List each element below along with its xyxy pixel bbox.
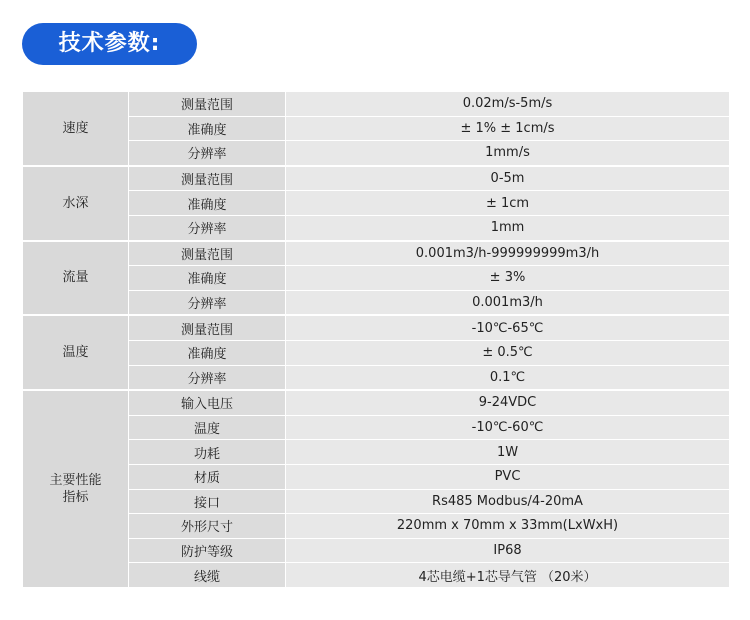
param-cell: 防护等级 <box>129 538 286 563</box>
value-cell: ± 1% ± 1cm/s <box>286 116 730 141</box>
table-row <box>23 141 730 166</box>
table-row <box>23 514 730 539</box>
param-cell: 功耗 <box>129 440 286 465</box>
param-cell: 测量范围 <box>129 241 286 266</box>
table-row <box>23 489 730 514</box>
table-row <box>23 266 730 291</box>
param-cell: 分辨率 <box>129 365 286 390</box>
table-row <box>23 464 730 489</box>
category-cell: 主要性能 指标 <box>23 390 129 587</box>
table-row <box>23 538 730 563</box>
value-cell: 220mm x 70mm x 33mm(LxWxH) <box>286 514 730 539</box>
param-cell: 准确度 <box>129 116 286 141</box>
category-cell: 速度 <box>23 92 129 166</box>
value-cell: 0.02m/s-5m/s <box>286 92 730 117</box>
value-cell: 0.001m3/h-999999999m3/h <box>286 241 730 266</box>
table-row <box>23 241 730 266</box>
param-cell: 外形尺寸 <box>129 514 286 539</box>
param-cell: 准确度 <box>129 266 286 291</box>
table-row <box>23 340 730 365</box>
value-cell: -10℃-65℃ <box>286 315 730 340</box>
value-cell: ± 1cm <box>286 191 730 216</box>
value-cell: 0-5m <box>286 166 730 191</box>
param-cell: 分辨率 <box>129 290 286 315</box>
value-cell: 0.1℃ <box>286 365 730 390</box>
spec-table-body <box>23 92 730 588</box>
value-cell: 9-24VDC <box>286 390 730 415</box>
table-row <box>23 290 730 315</box>
table-row <box>23 563 730 588</box>
table-row <box>23 92 730 117</box>
param-cell: 分辨率 <box>129 141 286 166</box>
value-cell: 0.001m3/h <box>286 290 730 315</box>
table-row <box>23 166 730 191</box>
table-row <box>23 116 730 141</box>
table-row <box>23 215 730 240</box>
param-cell: 分辨率 <box>129 215 286 240</box>
param-cell: 测量范围 <box>129 92 286 117</box>
value-cell: -10℃-60℃ <box>286 415 730 440</box>
table-row <box>23 440 730 465</box>
value-cell: IP68 <box>286 538 730 563</box>
value-cell: 1W <box>286 440 730 465</box>
param-cell: 线缆 <box>129 563 286 588</box>
category-cell: 温度 <box>23 315 129 390</box>
value-cell: Rs485 Modbus/4-20mA <box>286 489 730 514</box>
table-row <box>23 191 730 216</box>
table-row <box>23 315 730 340</box>
param-cell: 测量范围 <box>129 315 286 340</box>
param-cell: 输入电压 <box>129 390 286 415</box>
category-cell: 流量 <box>23 241 129 316</box>
table-row <box>23 365 730 390</box>
param-cell: 测量范围 <box>129 166 286 191</box>
param-cell: 材质 <box>129 464 286 489</box>
value-cell: ± 0.5℃ <box>286 340 730 365</box>
value-cell: 1mm/s <box>286 141 730 166</box>
param-cell: 温度 <box>129 415 286 440</box>
value-cell: 1mm <box>286 215 730 240</box>
section-title: 技术参数: <box>22 23 197 65</box>
table-row <box>23 390 730 415</box>
value-cell: PVC <box>286 464 730 489</box>
param-cell: 准确度 <box>129 191 286 216</box>
table-row <box>23 415 730 440</box>
value-cell: ± 3% <box>286 266 730 291</box>
param-cell: 接口 <box>129 489 286 514</box>
spec-table <box>22 91 730 588</box>
value-cell: 4芯电缆+1芯导气管 （20米） <box>286 563 730 588</box>
category-cell: 水深 <box>23 166 129 241</box>
param-cell: 准确度 <box>129 340 286 365</box>
